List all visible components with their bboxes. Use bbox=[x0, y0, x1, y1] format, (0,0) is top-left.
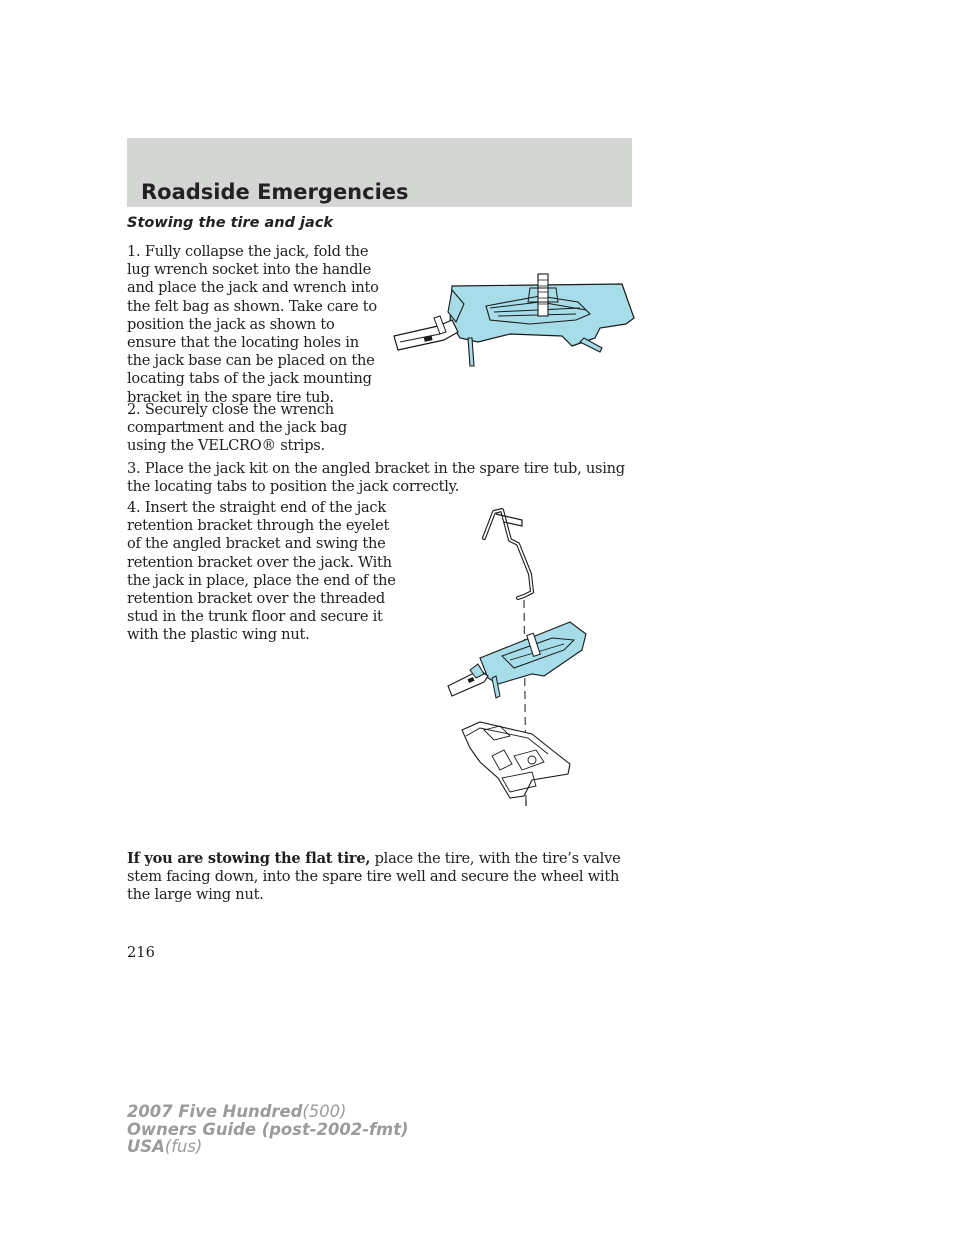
velcro-strap-right bbox=[580, 338, 602, 352]
retention-bracket-illustration bbox=[440, 500, 590, 812]
footer-market: USA bbox=[127, 1137, 165, 1156]
step-3-text: 3. Place the jack kit on the angled bracket in the spare tire tub, using the locating tabs to position the jack correctly. bbox=[127, 460, 625, 496]
flat-tire-note-text: place the tire, with the tire’s valve stem facing down, into the spare tire well and secure the wheel with the large wing nut. bbox=[127, 850, 621, 904]
step-4-text: 4. Insert the straight end of the jack retention bracket through the eyelet of the angled bracket and swing the retention bracket over the jack. With the jack in place, place the end of the retention bracket over the threaded stud in the trunk floor and secure it with the plastic wing nut. bbox=[127, 499, 396, 644]
section-title: Roadside Emergencies bbox=[141, 180, 409, 204]
document-footer bbox=[127, 1103, 409, 1156]
footer-market-code: (fus) bbox=[164, 1137, 203, 1156]
footer-line-1 bbox=[127, 1103, 409, 1121]
section-header-band bbox=[127, 138, 632, 207]
footer-model-code: (500) bbox=[302, 1102, 347, 1121]
step-2-text: 2. Securely close the wrench compartment and the jack bag using the VELCRO® strips. bbox=[127, 401, 347, 455]
footer-line-3 bbox=[127, 1138, 409, 1156]
subsection-heading: Stowing the tire and jack bbox=[127, 215, 334, 231]
lug-wrench-handle bbox=[394, 320, 458, 350]
flat-tire-note-lead: If you are stowing the flat tire, bbox=[127, 850, 371, 867]
velcro-strap-left bbox=[468, 338, 474, 366]
flat-tire-note bbox=[127, 850, 632, 905]
footer-model: 2007 Five Hundred bbox=[127, 1102, 303, 1121]
footer-line-2: Owners Guide (post-2002-fmt) bbox=[127, 1119, 409, 1139]
step-1-text: 1. Fully collapse the jack, fold the lug wrench socket into the handle and place the jack and wrench into the felt bag as shown. Take care to position the jack as shown to ensure that the locating holes in the jack base can be placed on the locating tabs of the jack mounting bracket in the spare tire tub. bbox=[127, 243, 379, 406]
page-number: 216 bbox=[127, 944, 155, 961]
jack-bag-illustration bbox=[390, 262, 635, 374]
